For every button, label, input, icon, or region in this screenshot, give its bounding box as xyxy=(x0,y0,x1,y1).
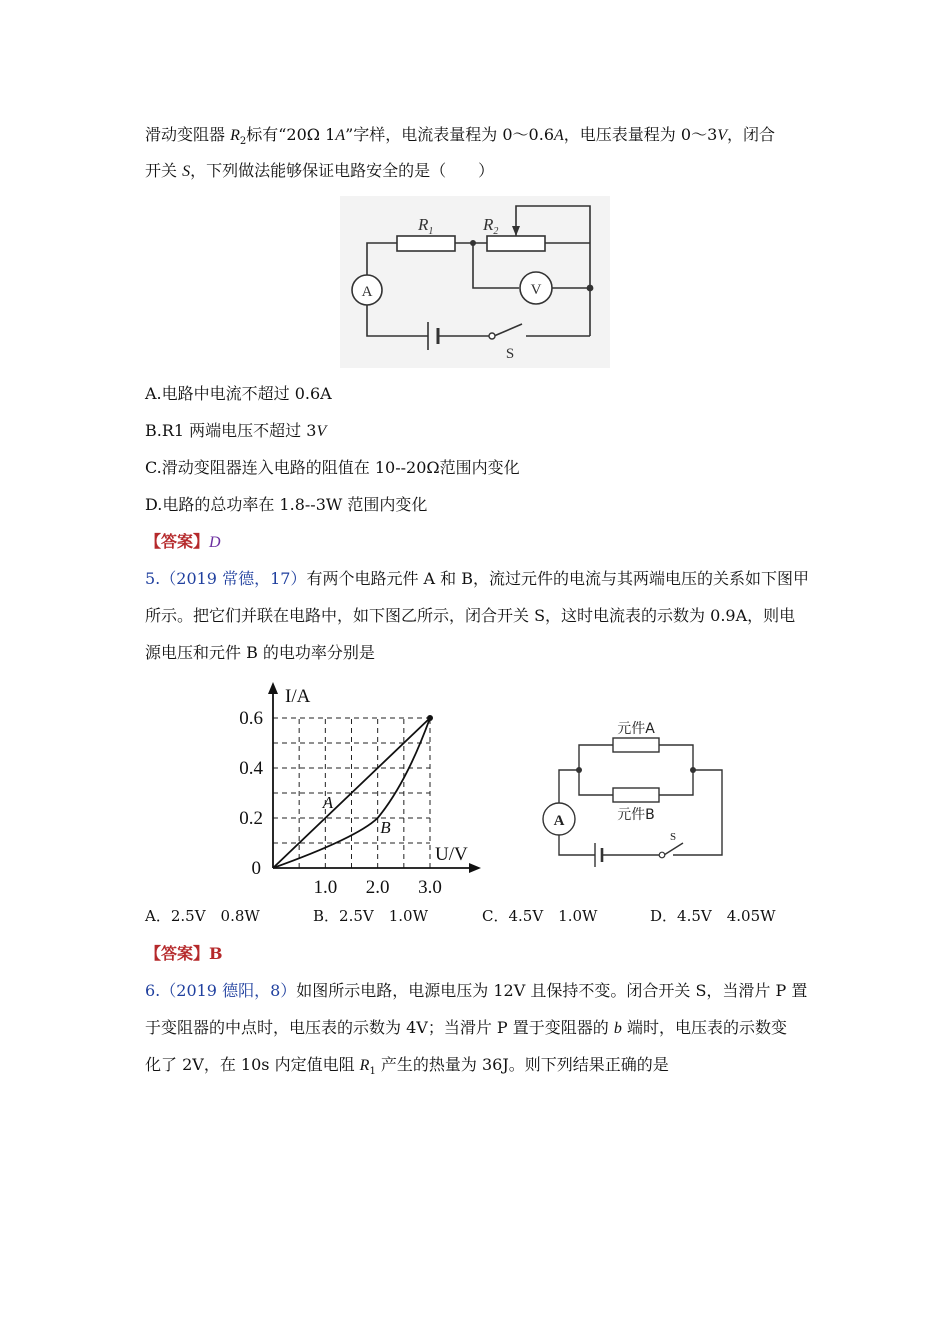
q4-stem-line-1: 滑动变阻器 $R_2$标有“20Ω 1A”字样，电流表量程为 0～0.6A，电压表量程为 0～3V，闭合 xyxy=(145,125,776,148)
switch-label: S xyxy=(669,831,677,843)
switch-blade xyxy=(664,843,683,855)
ammeter-label: A xyxy=(361,284,373,300)
q5-iu-chart xyxy=(225,680,490,895)
chart-series xyxy=(273,715,433,868)
q5-answer: 【答案】B xyxy=(145,944,223,963)
q4-circuit-diagram xyxy=(340,196,610,368)
y-tick-label: 0.4 xyxy=(239,758,263,779)
q5-stem-line-1: 5.（2019 常德，17）有两个电路元件 A 和 B，流过元件的电流与其两端电压的关系如下图甲 xyxy=(145,569,810,588)
q5-stem-line-3: 源电压和元件 B 的电功率分别是 xyxy=(145,643,375,662)
resistor-r2 xyxy=(487,236,545,251)
wire xyxy=(559,835,595,855)
ammeter-label: A xyxy=(553,813,565,829)
component-b-label: 元件B xyxy=(617,807,655,823)
x-tick-label: 2.0 xyxy=(365,877,390,895)
q5-option-d: D．4.5V 4.05W xyxy=(650,907,776,925)
q5-option-c: C．4.5V 1.0W xyxy=(482,907,598,925)
q5-stem-line-2: 所示。把它们并联在电路中，如下图乙所示，闭合开关 S，这时电流表的示数为 0.9A，则电 xyxy=(145,606,796,625)
wire xyxy=(659,745,693,795)
series-label-b: B xyxy=(380,818,391,837)
q4-answer: 【答案】D xyxy=(145,532,221,551)
resistor-r1 xyxy=(397,236,455,251)
wire xyxy=(559,770,613,803)
q6-stem-line-2: 于变阻器的中点时，电压表的示数为 4V；当滑片 P 置于变阻器的 b 端时，电压表的示数变 xyxy=(145,1018,787,1037)
voltmeter-label: V xyxy=(530,282,542,298)
junction-dot xyxy=(576,767,582,773)
q5-parallel-circuit xyxy=(535,715,740,875)
q5-option-a: A．2.5V 0.8W xyxy=(145,907,260,925)
switch-contact xyxy=(489,333,495,339)
y-tick-label: 0.6 xyxy=(239,708,263,729)
label-r1: $R_1$ xyxy=(418,215,434,237)
wire xyxy=(579,745,613,770)
q4-option-a: A.电路中电流不超过 0.6A xyxy=(145,384,332,403)
q6-stem-line-1: 6.（2019 德阳，8）如图所示电路，电源电压为 12V 且保持不变。闭合开关 S，当滑片 P 置 xyxy=(145,981,808,1000)
q4-option-c: C.滑动变阻器连入电路的阻值在 10--20Ω范围内变化 xyxy=(145,458,520,477)
junction-dot xyxy=(470,240,476,246)
x-axis-arrow-icon xyxy=(469,863,481,873)
label-r2: $R_2$ xyxy=(483,215,499,237)
junction-dot xyxy=(690,767,696,773)
q5-option-b: B．2.5V 1.0W xyxy=(313,907,428,925)
component-a-label: 元件A xyxy=(617,721,655,737)
y-axis-arrow-icon xyxy=(268,682,278,694)
q4-option-d: D.电路的总功率在 1.8--3W 范围内变化 xyxy=(145,495,428,514)
component-a xyxy=(613,738,659,752)
q4-option-b: B.R1 两端电压不超过 3V xyxy=(145,421,327,440)
switch-contact xyxy=(659,852,665,858)
switch-label: S xyxy=(505,346,515,362)
series-end-point xyxy=(427,715,433,721)
y-axis-label: I/A xyxy=(285,686,311,707)
wire xyxy=(673,770,722,855)
y-tick-label: 0.2 xyxy=(239,808,263,829)
q6-stem-line-3: 化了 2V，在 10s 内定值电阻 $R_1$ 产生的热量为 36J。则下列结果正确的是 xyxy=(145,1055,669,1078)
x-tick-label: 3.0 xyxy=(418,877,442,895)
component-b xyxy=(613,788,659,802)
x-axis-label: U/V xyxy=(435,844,468,865)
origin-label: 0 xyxy=(251,858,261,879)
x-tick-label: 1.0 xyxy=(313,877,338,895)
junction-dot xyxy=(587,285,594,292)
series-label-a: A xyxy=(322,793,334,812)
q4-stem-line-2: 开关 S，下列做法能够保证电路安全的是（ ） xyxy=(145,161,495,180)
